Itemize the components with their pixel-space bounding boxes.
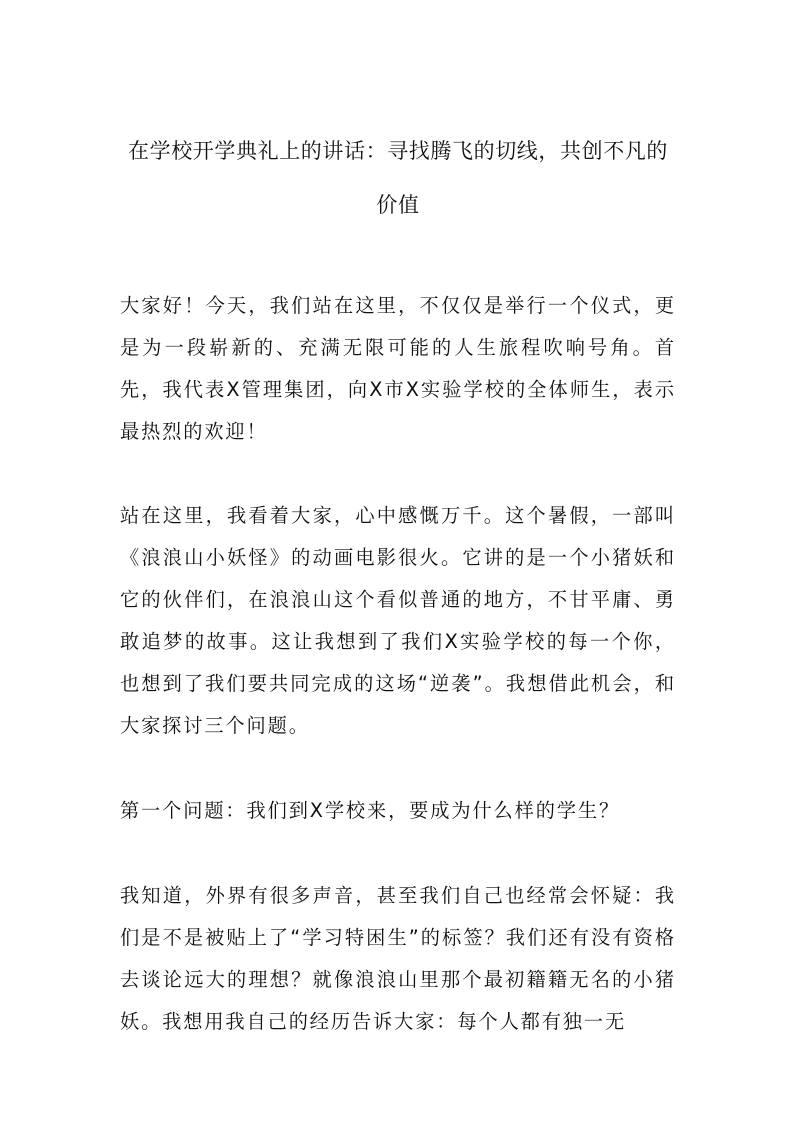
paragraph-greeting: 大家好！今天，我们站在这里，不仅仅是举行一个仪式，更是为一段崭新的、充满无限可能的人生旅程吹响号角。首先，我代表X管理集团，向X市X实验学校的全体师生，表示最热烈的欢迎！ [120,294,676,443]
document-title: 在学校开学典礼上的讲话：寻找腾飞的切线，共创不凡的价值 [128,139,668,217]
paragraph-answer-one: 我知道，外界有很多声音，甚至我们自己也经常会怀疑：我们是不是被贴上了“学习特困生”的标签？我们还有没有资格去谈论远大的理想？就像浪浪山里那个最初籍籍无名的小猪妖。我想用我自己的经历告诉大家：每个人都有独一无 [120,884,676,1033]
paragraph-question-one: 第一个问题：我们到X学校来，要成为什么样的学生？ [120,799,621,822]
paragraph-introduction: 站在这里，我看着大家，心中感慨万千。这个暑假，一部叫《浪浪山小妖怪》的动画电影很火。它讲的是一个小猪妖和它的伙伴们，在浪浪山这个看似普通的地方，不甘平庸、勇敢追梦的故事。这让我想到了我们X实验学校的每一个你，也想到了我们要共同完成的这场“逆袭”。我想借此机会，和大家探讨三个问题。 [120,504,676,737]
